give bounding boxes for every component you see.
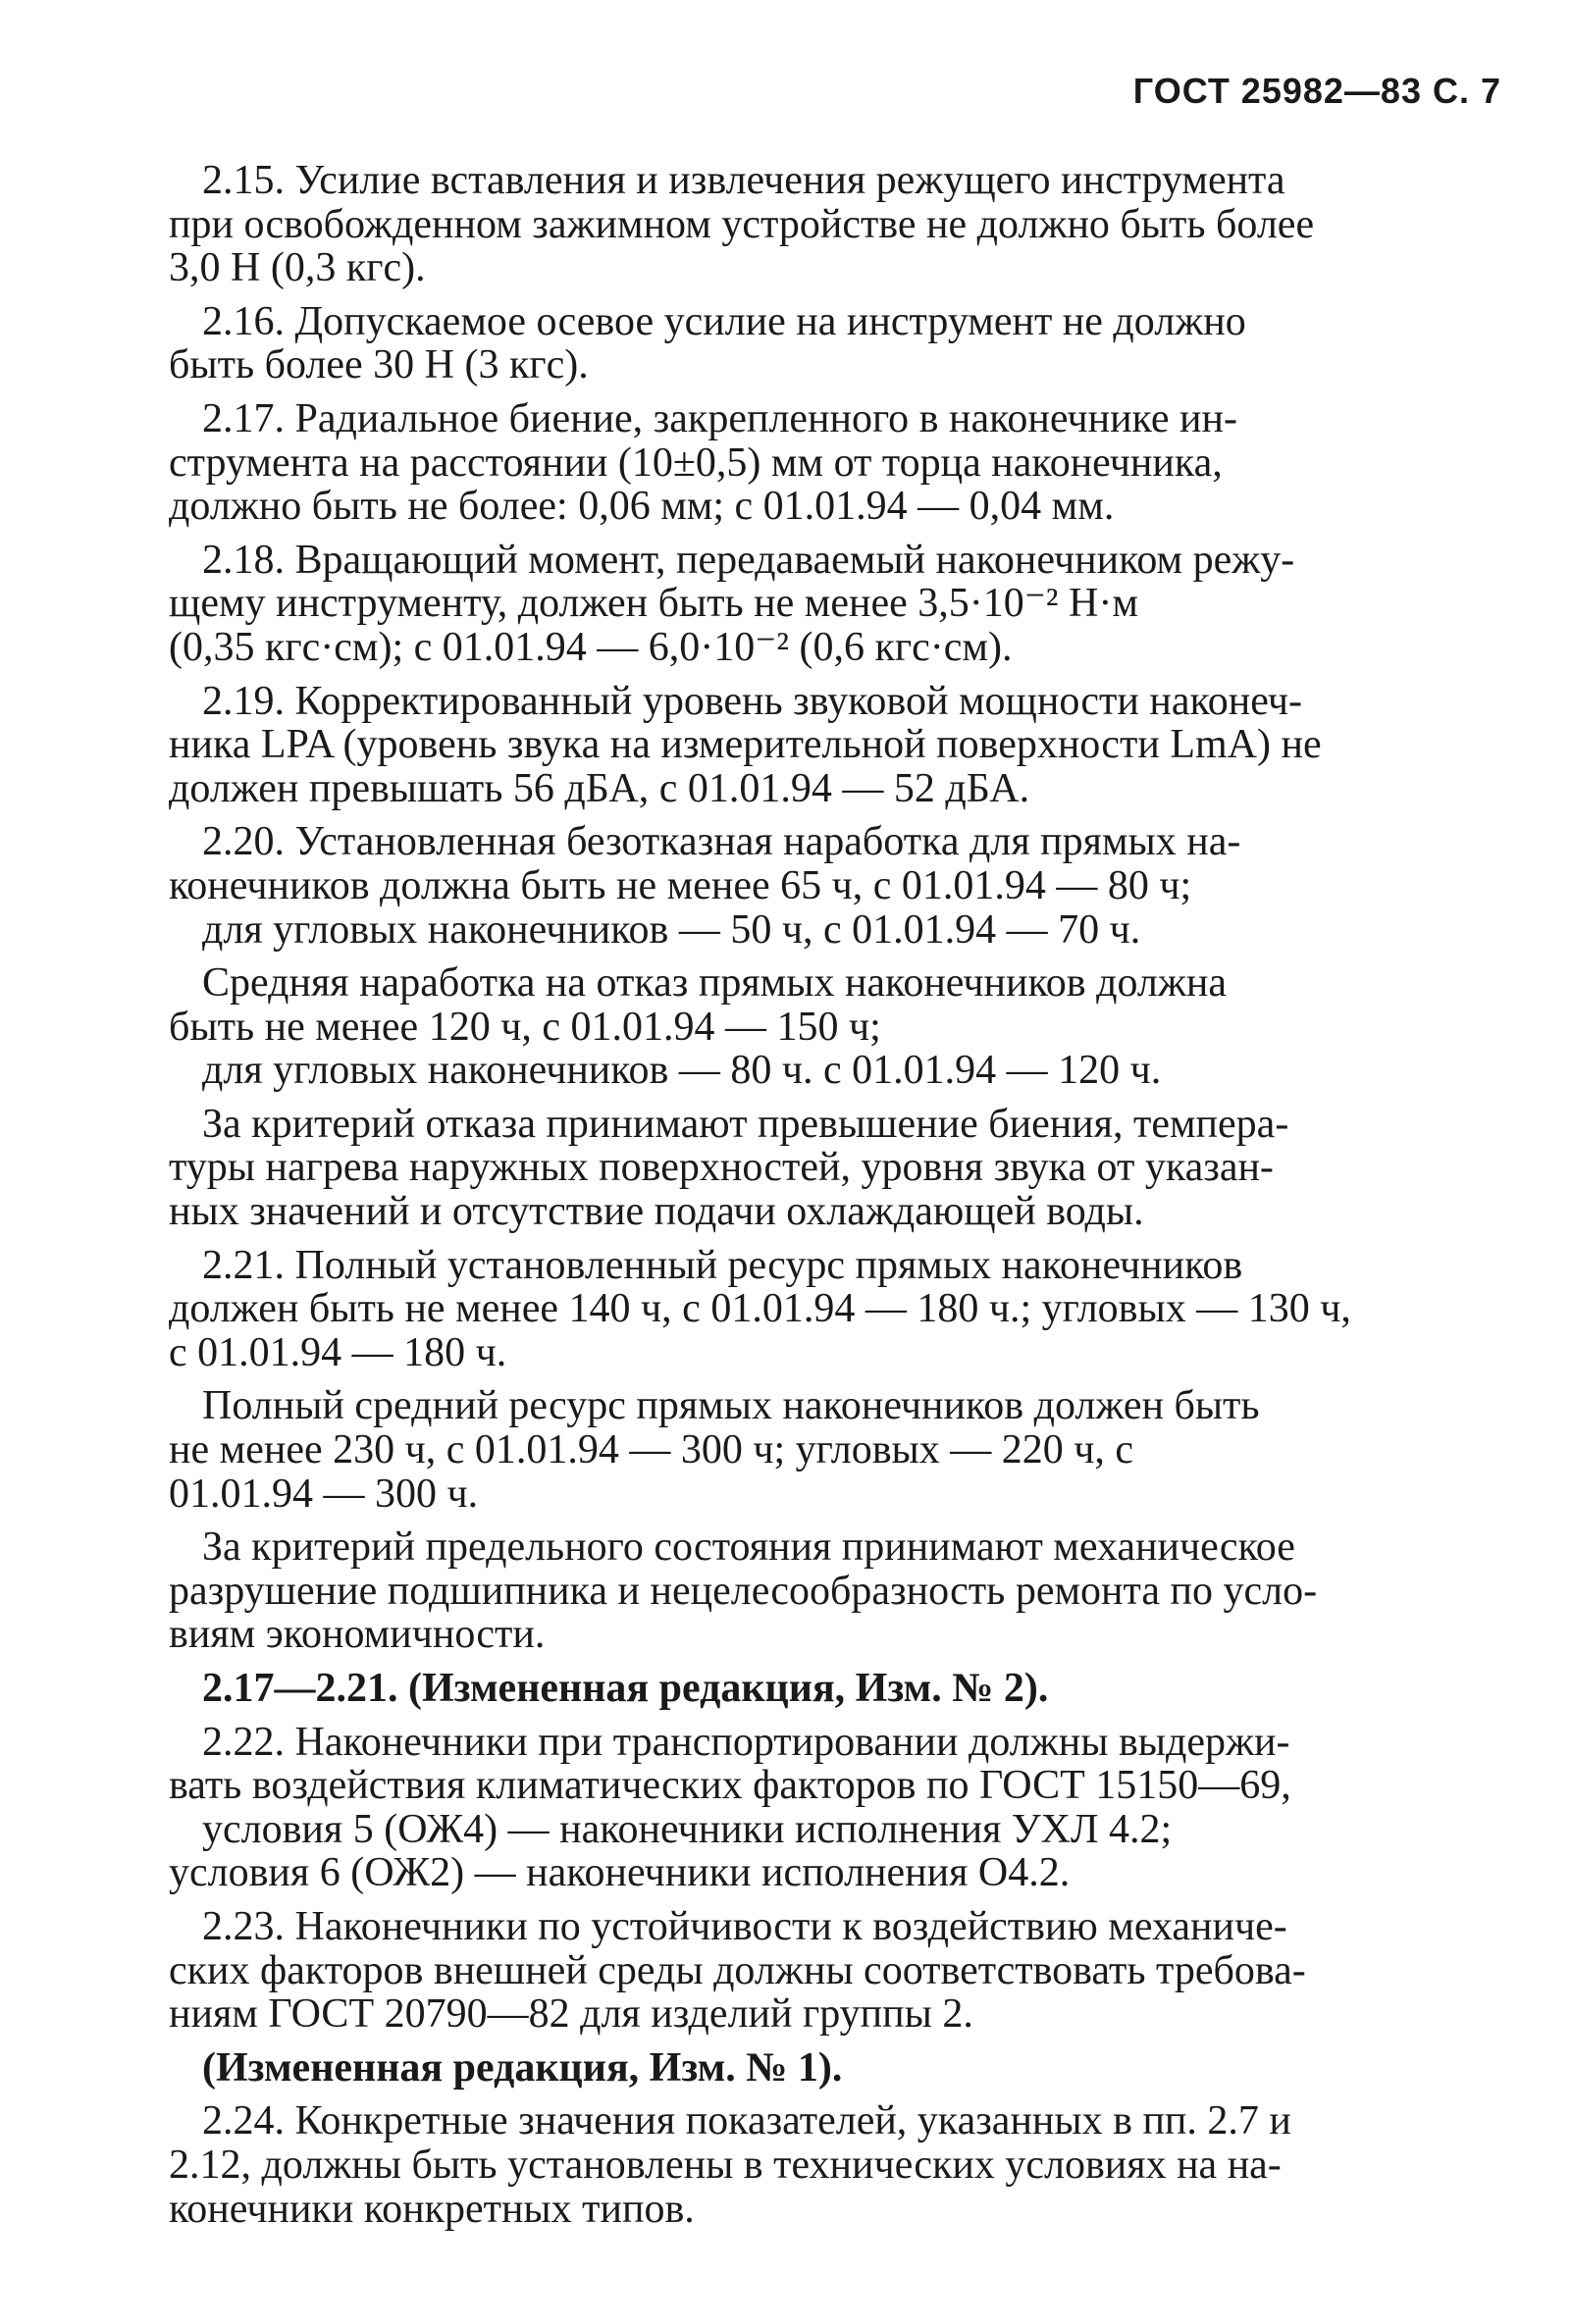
- paragraph-2-22b: условия 5 (ОЖ4) — наконечники исполнения УХЛ 4.2; условия 6 (ОЖ2) — наконечники исполнения О4.2.: [169, 1806, 1173, 1896]
- page-header: ГОСТ 25982—83 С. 7: [1132, 71, 1501, 111]
- paragraph-2-24: 2.24. Конкретные значения показателей, указанных в пп. 2.7 и 2.12, должны быть установлены в технических условиях на на- конечники конкретных типов.: [169, 2098, 1291, 2232]
- paragraph-2-19: 2.19. Корректированный уровень звуковой мощности наконеч- ника LPA (уровень звука на измерительной поверхности LmA) не должен превышать 56 дБА, с 01.01.94 — 52 дБА.: [169, 678, 1322, 811]
- paragraph-2-17: 2.17. Радиальное биение, закрепленного в наконечнике ин- струмента на расстоянии (10±0,5) мм от торца наконечника, должно быть не более: 0,06 мм; с 01.01.94 — 0,04 мм.: [169, 395, 1237, 530]
- paragraph-2-20b: для угловых наконечников — 50 ч, с 01.01.94 — 70 ч.: [202, 906, 1141, 953]
- paragraph-2-20c: Средняя наработка на отказ прямых наконечников должна быть не менее 120 ч, с 01.01.94 — 150 ч;: [169, 960, 1227, 1050]
- paragraph-2-20a: 2.20. Установленная безотказная наработка для прямых на- конечников должна быть не менее 65 ч, с 01.01.94 — 80 ч;: [169, 819, 1241, 908]
- paragraph-2-16: 2.16. Допускаемое осевое усилие на инструмент не должно быть более 30 Н (3 кгс).: [169, 298, 1246, 388]
- paragraph-2-18: 2.18. Вращающий момент, передаваемый наконечником режу- щему инструменту, должен быть не менее 3,5·10⁻² Н·м (0,35 кгс·см); с 01.01.94 — 6,0·10⁻² (0,6 кгс·см).: [169, 537, 1295, 670]
- document-body: [169, 159, 1503, 2231]
- paragraph-2-20e: За критерий отказа принимают превышение биения, темпера- туры нагрева наружных поверхностей, уровня звука от указан- ных значений и отсутствие подачи охлаждающей воды.: [169, 1101, 1289, 1235]
- paragraph-2-23: 2.23. Наконечники по устойчивости к воздействию механиче- ских факторов внешней среды должны соответствовать требова- ниям ГОСТ 20790—82 для изделий группы 2.: [169, 1903, 1306, 2038]
- revision-note-2: 2.17—2.21. (Измененная редакция, Изм. № 2).: [202, 1666, 1049, 1711]
- paragraph-2-22a: 2.22. Наконечники при транспортировании должны выдержи- вать воздействия климатических факторов по ГОСТ 15150—69,: [169, 1719, 1291, 1809]
- paragraph-2-15: 2.15. Усилие вставления и извлечения режущего инструмента при освобожденном зажимном устройстве не должно быть более 3,0 Н (0,3 кгс).: [169, 158, 1315, 291]
- paragraph-2-21a: 2.21. Полный установленный ресурс прямых наконечников должен быть не менее 140 ч, с 01.01.94 — 180 ч.; угловых — 130 ч, с 01.01.94 — 180 ч.: [169, 1242, 1351, 1375]
- paragraph-2-21c: За критерий предельного состояния принимают механическое разрушение подшипника и нецелесообразность ремонта по усло- виям экономичности.: [169, 1524, 1318, 1658]
- paragraph-2-21b: Полный средний ресурс прямых наконечников должен быть не менее 230 ч, с 01.01.94 — 300 ч; угловых — 220 ч, с 01.01.94 — 300 ч.: [169, 1383, 1260, 1517]
- revision-note-1: (Измененная редакция, Изм. № 1).: [202, 2044, 843, 2091]
- paragraph-2-20d: для угловых наконечников — 80 ч. с 01.01.94 — 120 ч.: [202, 1048, 1162, 1094]
